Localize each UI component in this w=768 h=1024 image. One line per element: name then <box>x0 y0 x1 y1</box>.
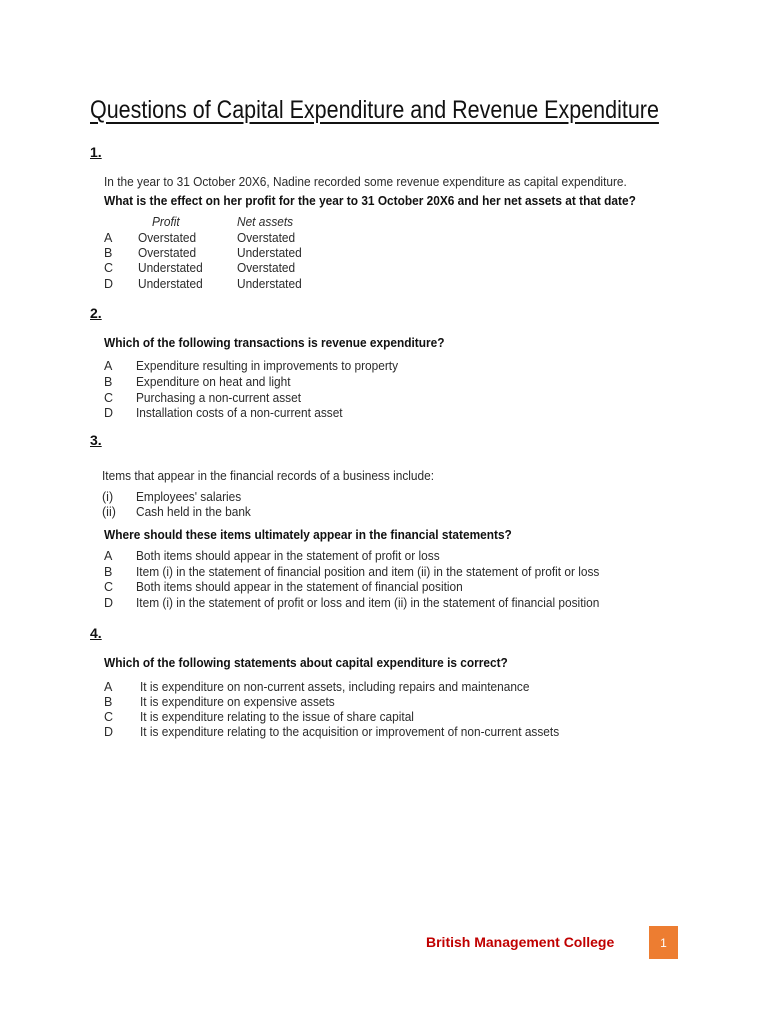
q1-option-letter: C <box>104 261 114 275</box>
q2-option-letter: D <box>104 406 114 420</box>
q1-option-letter: D <box>104 277 114 291</box>
q3-option-text: Both items should appear in the statement of profit or loss <box>136 549 440 563</box>
q4-option-text: It is expenditure on expensive assets <box>140 695 335 709</box>
q3-item-number: (i) <box>102 490 114 504</box>
q2-option-letter: C <box>104 391 114 405</box>
q3-option-letter: B <box>104 565 113 579</box>
q2-option-letter: A <box>104 359 113 373</box>
page-title: Questions of Capital Expenditure and Revenue Expenditure <box>90 96 659 124</box>
q3-option-text: Item (i) in the statement of profit or loss and item (ii) in the statement of financial position <box>136 596 600 610</box>
q1-option-profit: Overstated <box>138 246 197 260</box>
q2-option-text: Expenditure resulting in improvements to property <box>136 359 399 373</box>
q1-option-letter: B <box>104 246 113 260</box>
q4-option-letter: D <box>104 725 114 739</box>
q1-option-profit: Overstated <box>138 231 197 245</box>
question-1-number: 1. <box>90 144 102 160</box>
question-2-number: 2. <box>90 305 102 321</box>
q1-option-assets: Understated <box>237 246 302 260</box>
question-4-text: Which of the following statements about capital expenditure is correct? <box>104 656 508 670</box>
q2-option-text: Purchasing a non-current asset <box>136 391 302 405</box>
q3-option-letter: D <box>104 596 114 610</box>
question-4-number: 4. <box>90 625 102 641</box>
q1-option-assets: Understated <box>237 277 302 291</box>
q1-option-assets: Overstated <box>237 231 296 245</box>
q4-option-text: It is expenditure relating to the issue of share capital <box>140 710 414 724</box>
q4-option-letter: B <box>104 695 113 709</box>
q2-option-text: Expenditure on heat and light <box>136 375 291 389</box>
q4-option-letter: C <box>104 710 114 724</box>
question-3-text: Where should these items ultimately appear in the financial statements? <box>104 528 512 542</box>
question-3-number: 3. <box>90 432 102 448</box>
q3-option-letter: A <box>104 549 113 563</box>
question-2-text: Which of the following transactions is revenue expenditure? <box>104 336 445 350</box>
q1-column-net-assets: Net assets <box>237 215 294 229</box>
q2-option-text: Installation costs of a non-current asset <box>136 406 343 420</box>
question-1-text: What is the effect on her profit for the year to 31 October 20X6 and her net assets at that date? <box>104 194 636 208</box>
q3-item-text: Cash held in the bank <box>136 505 251 519</box>
q3-option-letter: C <box>104 580 114 594</box>
question-3-intro: Items that appear in the financial records of a business include: <box>102 469 435 483</box>
page-number: 1 <box>649 926 678 959</box>
q1-column-profit: Profit <box>152 215 180 229</box>
q4-option-letter: A <box>104 680 113 694</box>
q1-option-letter: A <box>104 231 113 245</box>
q3-option-text: Both items should appear in the statement of financial position <box>136 580 463 594</box>
q3-item-number: (ii) <box>102 505 116 519</box>
question-1-intro: In the year to 31 October 20X6, Nadine recorded some revenue expenditure as capital expenditure. <box>104 175 627 189</box>
q1-option-profit: Understated <box>138 261 203 275</box>
q1-option-assets: Overstated <box>237 261 296 275</box>
footer-college-name: British Management College <box>426 934 615 950</box>
q4-option-text: It is expenditure on non-current assets, including repairs and maintenance <box>140 680 530 694</box>
q2-option-letter: B <box>104 375 113 389</box>
q3-option-text: Item (i) in the statement of financial position and item (ii) in the statement of profit or loss <box>136 565 600 579</box>
q3-item-text: Employees' salaries <box>136 490 242 504</box>
q1-option-profit: Understated <box>138 277 203 291</box>
q4-option-text: It is expenditure relating to the acquisition or improvement of non-current assets <box>140 725 560 739</box>
